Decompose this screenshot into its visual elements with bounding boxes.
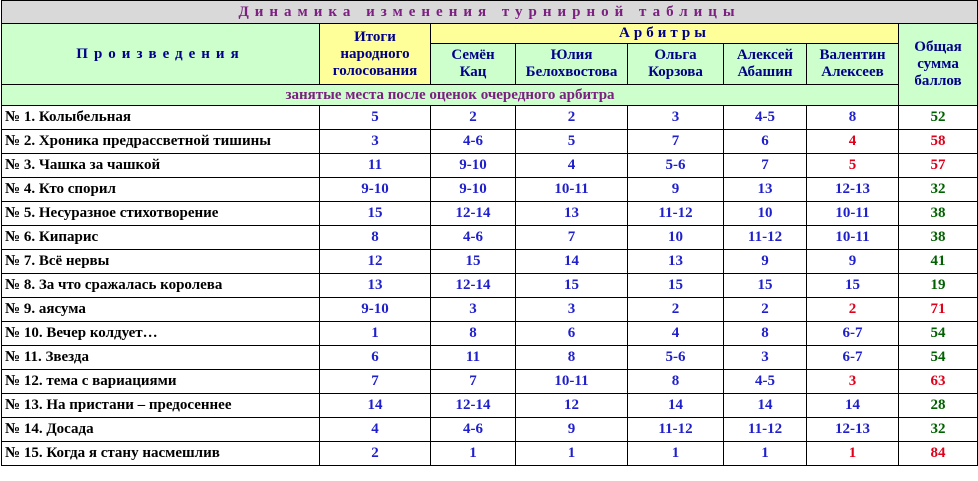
popular-vote-place: 13: [320, 274, 431, 298]
judge-place-4: 10: [724, 202, 807, 226]
judge-header-4: [724, 44, 807, 85]
judge-place-5: 6-7: [807, 346, 899, 370]
table-row: [2, 274, 978, 298]
work-title: № 9. аясума: [2, 298, 320, 322]
judge-place-1: 9-10: [431, 178, 516, 202]
total-score: 54: [899, 346, 978, 370]
judge-first-name: Семён: [451, 47, 495, 63]
table-row: [2, 370, 978, 394]
judge-place-1: 1: [431, 442, 516, 466]
judge-place-2: 7: [516, 226, 628, 250]
work-title: № 8. За что сражалась королева: [2, 274, 320, 298]
table-row: [2, 250, 978, 274]
work-title: № 6. Кипарис: [2, 226, 320, 250]
judge-place-2: 14: [516, 250, 628, 274]
total-header-line3: баллов: [914, 73, 962, 89]
popular-vote-place: 5: [320, 106, 431, 130]
judge-place-3: 3: [628, 106, 724, 130]
judge-place-5: 12-13: [807, 178, 899, 202]
judge-place-3: 14: [628, 394, 724, 418]
tournament-table: [1, 0, 978, 466]
judge-place-2: 5: [516, 130, 628, 154]
places-subheader: занятые места после оценок очередного арбитра: [2, 85, 899, 106]
judge-place-5: 4: [807, 130, 899, 154]
judge-place-3: 2: [628, 298, 724, 322]
works-header: Произведения: [2, 24, 320, 85]
judge-place-3: 11-12: [628, 418, 724, 442]
judge-place-3: 1: [628, 442, 724, 466]
popular-vote-place: 12: [320, 250, 431, 274]
judge-place-3: 9: [628, 178, 724, 202]
judge-place-4: 6: [724, 130, 807, 154]
total-score: 41: [899, 250, 978, 274]
total-score: 58: [899, 130, 978, 154]
judge-first-name: Алексей: [736, 47, 794, 63]
popular-vote-place: 2: [320, 442, 431, 466]
judge-place-2: 8: [516, 346, 628, 370]
judge-place-5: 10-11: [807, 226, 899, 250]
table-row: [2, 442, 978, 466]
judge-last-name: Алексеев: [821, 64, 884, 80]
judge-header-5: [807, 44, 899, 85]
table-row: [2, 322, 978, 346]
judge-place-5: 3: [807, 370, 899, 394]
table-row: [2, 106, 978, 130]
table-title: Динамика изменения турнирной таблицы: [2, 1, 978, 24]
judge-header-1: [431, 44, 516, 85]
judge-place-2: 4: [516, 154, 628, 178]
work-title: № 3. Чашка за чашкой: [2, 154, 320, 178]
work-title: № 2. Хроника предрассветной тишины: [2, 130, 320, 154]
judge-place-5: 2: [807, 298, 899, 322]
work-title: № 13. На пристани – предосеннее: [2, 394, 320, 418]
total-header-line2: сумма: [917, 56, 959, 72]
judge-place-3: 8: [628, 370, 724, 394]
judge-place-5: 14: [807, 394, 899, 418]
judge-place-1: 12-14: [431, 274, 516, 298]
judge-place-4: 7: [724, 154, 807, 178]
total-score: 38: [899, 226, 978, 250]
work-title: № 14. Досада: [2, 418, 320, 442]
judge-place-4: 9: [724, 250, 807, 274]
judge-place-2: 13: [516, 202, 628, 226]
judge-place-5: 10-11: [807, 202, 899, 226]
judge-place-3: 13: [628, 250, 724, 274]
popular-vote-place: 3: [320, 130, 431, 154]
judge-last-name: Кац: [459, 64, 487, 80]
total-score: 63: [899, 370, 978, 394]
judges-header: Арбитры: [431, 24, 899, 44]
total-score: 84: [899, 442, 978, 466]
judge-place-3: 5-6: [628, 154, 724, 178]
total-header-line1: Общая: [914, 39, 962, 55]
judge-place-3: 11-12: [628, 202, 724, 226]
popular-vote-place: 15: [320, 202, 431, 226]
judge-place-5: 15: [807, 274, 899, 298]
total-score-header: [899, 24, 978, 106]
popular-vote-place: 8: [320, 226, 431, 250]
judge-place-1: 7: [431, 370, 516, 394]
total-score: 32: [899, 178, 978, 202]
vote-header-line3: голосования: [332, 62, 418, 79]
judge-header-3: [628, 44, 724, 85]
judge-place-3: 15: [628, 274, 724, 298]
table-row: [2, 394, 978, 418]
judge-last-name: Корзова: [648, 64, 703, 80]
table-row: [2, 298, 978, 322]
judge-place-4: 11-12: [724, 226, 807, 250]
popular-vote-header: [320, 24, 431, 85]
judge-place-1: 12-14: [431, 202, 516, 226]
judge-place-1: 11: [431, 346, 516, 370]
judge-place-2: 6: [516, 322, 628, 346]
judge-place-5: 5: [807, 154, 899, 178]
judge-place-5: 6-7: [807, 322, 899, 346]
total-score: 71: [899, 298, 978, 322]
popular-vote-place: 11: [320, 154, 431, 178]
judge-place-1: 2: [431, 106, 516, 130]
total-score: 54: [899, 322, 978, 346]
judge-place-1: 12-14: [431, 394, 516, 418]
judge-place-4: 11-12: [724, 418, 807, 442]
total-score: 57: [899, 154, 978, 178]
judge-place-2: 2: [516, 106, 628, 130]
vote-header-line1: Итоги: [354, 28, 396, 45]
popular-vote-place: 6: [320, 346, 431, 370]
total-score: 28: [899, 394, 978, 418]
judge-place-2: 9: [516, 418, 628, 442]
judge-place-1: 4-6: [431, 130, 516, 154]
work-title: № 15. Когда я стану насмешлив: [2, 442, 320, 466]
judge-place-1: 4-6: [431, 226, 516, 250]
work-title: № 7. Всё нервы: [2, 250, 320, 274]
vote-header-line2: народного: [340, 45, 410, 62]
judge-place-4: 4-5: [724, 370, 807, 394]
table-row: [2, 178, 978, 202]
judge-place-4: 15: [724, 274, 807, 298]
judge-place-4: 8: [724, 322, 807, 346]
judge-place-1: 4-6: [431, 418, 516, 442]
judge-last-name: Абашин: [737, 64, 793, 80]
judge-place-5: 9: [807, 250, 899, 274]
judge-place-4: 13: [724, 178, 807, 202]
judge-first-name: Юлия: [550, 47, 593, 63]
judge-place-4: 3: [724, 346, 807, 370]
work-title: № 5. Несуразное стихотворение: [2, 202, 320, 226]
total-score: 52: [899, 106, 978, 130]
table-row: [2, 202, 978, 226]
work-title: № 10. Вечер колдует…: [2, 322, 320, 346]
popular-vote-place: 9-10: [320, 178, 431, 202]
judge-place-1: 8: [431, 322, 516, 346]
table-row: [2, 130, 978, 154]
judge-place-3: 5-6: [628, 346, 724, 370]
popular-vote-place: 7: [320, 370, 431, 394]
judge-place-2: 10-11: [516, 370, 628, 394]
judge-first-name: Валентин: [819, 47, 886, 63]
popular-vote-place: 14: [320, 394, 431, 418]
judge-header-2: [516, 44, 628, 85]
table-row: [2, 154, 978, 178]
judge-place-2: 10-11: [516, 178, 628, 202]
judge-place-2: 15: [516, 274, 628, 298]
judge-place-3: 10: [628, 226, 724, 250]
total-score: 38: [899, 202, 978, 226]
judge-place-1: 15: [431, 250, 516, 274]
judge-place-5: 8: [807, 106, 899, 130]
work-title: № 12. тема с вариациями: [2, 370, 320, 394]
total-score: 32: [899, 418, 978, 442]
popular-vote-place: 4: [320, 418, 431, 442]
popular-vote-place: 9-10: [320, 298, 431, 322]
judge-place-3: 7: [628, 130, 724, 154]
table-row: [2, 226, 978, 250]
judge-place-4: 4-5: [724, 106, 807, 130]
judge-place-4: 1: [724, 442, 807, 466]
judge-place-4: 14: [724, 394, 807, 418]
judge-place-2: 1: [516, 442, 628, 466]
judge-place-3: 4: [628, 322, 724, 346]
work-title: № 11. Звезда: [2, 346, 320, 370]
judge-place-1: 9-10: [431, 154, 516, 178]
table-row: [2, 418, 978, 442]
work-title: № 1. Колыбельная: [2, 106, 320, 130]
judge-place-2: 12: [516, 394, 628, 418]
judge-place-5: 1: [807, 442, 899, 466]
table-row: [2, 346, 978, 370]
popular-vote-place: 1: [320, 322, 431, 346]
judge-first-name: Ольга: [654, 47, 697, 63]
judge-place-1: 3: [431, 298, 516, 322]
work-title: № 4. Кто спорил: [2, 178, 320, 202]
judge-place-2: 3: [516, 298, 628, 322]
total-score: 19: [899, 274, 978, 298]
judge-last-name: Белохвостова: [525, 64, 618, 80]
judge-place-4: 2: [724, 298, 807, 322]
judge-place-5: 12-13: [807, 418, 899, 442]
